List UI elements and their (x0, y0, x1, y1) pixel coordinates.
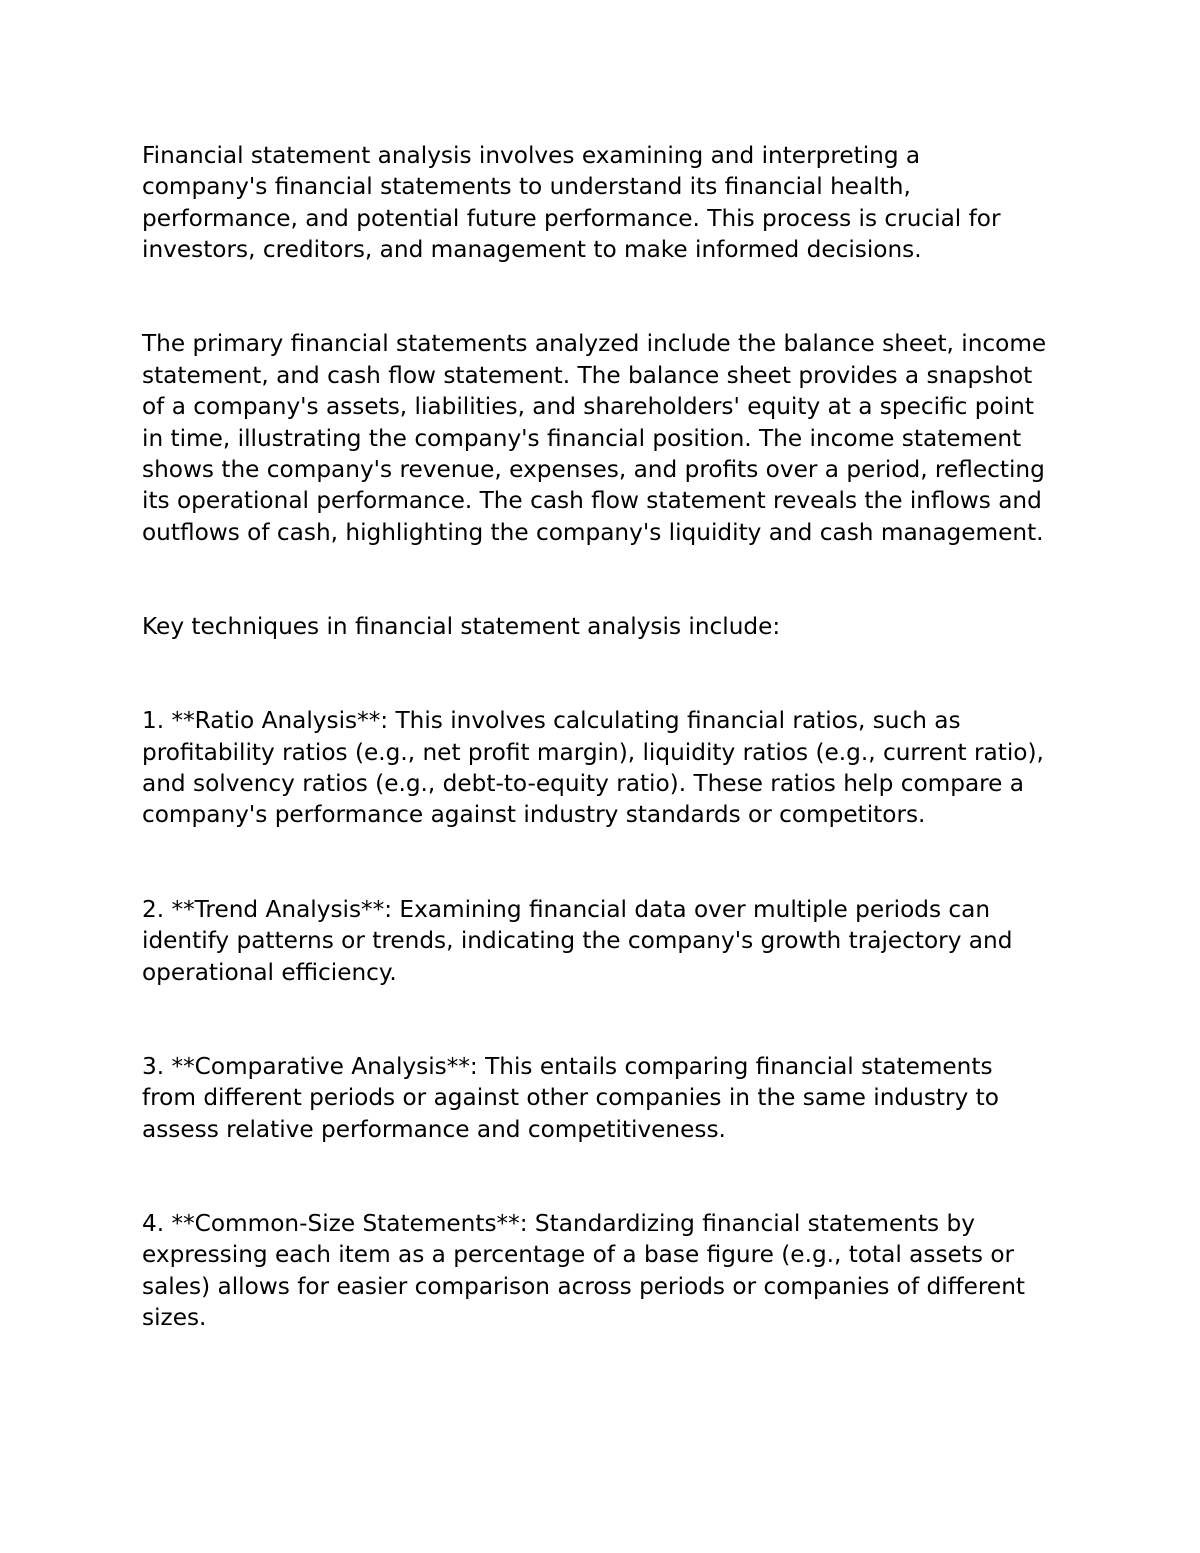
paragraph-spacer (142, 642, 1072, 705)
text-line: company's performance against industry standards or competitors. (142, 801, 926, 829)
text-line: sales) allows for easier comparison across periods or companies of different (142, 1272, 1025, 1300)
list-item-ratio-analysis (142, 705, 1072, 831)
text-line: from different periods or against other companies in the same industry to (142, 1084, 999, 1112)
text-line: 1. **Ratio Analysis**: This involves calculating financial ratios, such as (142, 707, 961, 735)
list-item-trend-analysis (142, 894, 1072, 988)
list-item-common-size-statements (142, 1208, 1072, 1334)
text-line: assess relative performance and competitiveness. (142, 1115, 726, 1143)
text-line: its operational performance. The cash flow statement reveals the inflows and (142, 487, 1042, 515)
text-line: operational efficiency. (142, 958, 397, 986)
text-line: 4. **Common-Size Statements**: Standardizing financial statements by (142, 1209, 975, 1237)
text-line: performance, and potential future performance. This process is crucial for (142, 204, 1001, 232)
paragraph-spacer (142, 266, 1072, 329)
paragraph-spacer (142, 988, 1072, 1051)
text-line: and solvency ratios (e.g., debt-to-equity ratio). These ratios help compare a (142, 770, 1025, 798)
text-line: investors, creditors, and management to make informed decisions. (142, 236, 922, 264)
paragraph-spacer (142, 548, 1072, 611)
text-line: Key techniques in financial statement analysis include: (142, 613, 781, 641)
paragraph-spacer (142, 1145, 1072, 1208)
text-line: profitability ratios (e.g., net profit margin), liquidity ratios (e.g., current ratio), (142, 738, 1044, 766)
text-line: sizes. (142, 1303, 207, 1331)
text-line: shows the company's revenue, expenses, and profits over a period, reflecting (142, 456, 1045, 484)
text-line: outflows of cash, highlighting the company's liquidity and cash management. (142, 518, 1044, 546)
text-line: 2. **Trend Analysis**: Examining financial data over multiple periods can (142, 895, 991, 923)
text-line: expressing each item as a percentage of a base figure (e.g., total assets or (142, 1241, 1015, 1269)
text-line: of a company's assets, liabilities, and shareholders' equity at a specific point (142, 393, 1034, 421)
document-body (142, 140, 1072, 1333)
text-line: Financial statement analysis involves examining and interpreting a (142, 142, 921, 169)
list-item-comparative-analysis (142, 1051, 1072, 1145)
paragraph-key-techniques-heading (142, 611, 1072, 642)
text-line: identify patterns or trends, indicating the company's growth trajectory and (142, 927, 1013, 955)
text-line: statement, and cash flow statement. The balance sheet provides a snapshot (142, 361, 1033, 389)
paragraph-spacer (142, 831, 1072, 894)
paragraph-intro (142, 140, 1072, 266)
paragraph-primary-statements (142, 328, 1072, 548)
text-line: company's financial statements to understand its financial health, (142, 173, 911, 201)
text-line: 3. **Comparative Analysis**: This entails comparing financial statements (142, 1052, 993, 1080)
text-line: in time, illustrating the company's financial position. The income statement (142, 424, 1022, 452)
text-line: The primary financial statements analyzed include the balance sheet, income (142, 330, 1047, 358)
